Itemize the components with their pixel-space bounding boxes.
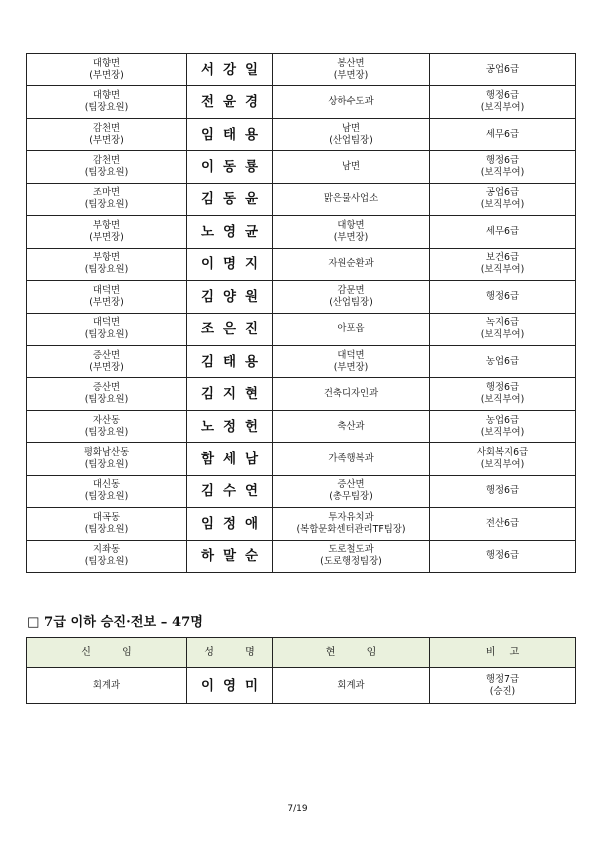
new-post-cell-line: 남면 <box>341 161 361 173</box>
table-row <box>27 118 576 150</box>
note-cell-line: 농업6급 <box>485 355 520 367</box>
name-cell: 서강일 <box>187 54 273 86</box>
new-post-cell <box>273 216 430 248</box>
new-post-cell-line: 감문면 <box>337 284 365 296</box>
previous-post-cell <box>27 345 187 377</box>
previous-post-cell-line: 지좌동 <box>92 544 121 556</box>
table-row <box>27 313 576 345</box>
previous-post-cell <box>27 248 187 280</box>
new-post-cell-line: 회계과 <box>92 679 121 691</box>
previous-post-cell-line: 감천면 <box>92 155 121 167</box>
table-row <box>27 508 576 540</box>
new-post-cell <box>273 410 430 442</box>
table-row <box>27 540 576 572</box>
new-post-cell-line: 남면 <box>341 122 361 134</box>
previous-post-cell-line: (팀장요원) <box>84 102 129 114</box>
previous-post-cell-line: 평화남산동 <box>83 446 130 458</box>
new-post-cell-line: 상하수도과 <box>328 96 374 108</box>
table-row <box>27 281 576 313</box>
note-cell <box>430 540 576 572</box>
previous-post-cell-line: (팀장요원) <box>84 523 129 535</box>
note-cell-line: (보직부여) <box>480 458 525 470</box>
note-cell <box>430 443 576 475</box>
previous-post-cell-line: (팀장요원) <box>84 167 129 179</box>
previous-post-cell <box>27 183 187 215</box>
promotion-table-7th-grade <box>26 637 576 704</box>
previous-post-cell <box>27 118 187 150</box>
name-cell: 이영미 <box>187 668 273 704</box>
previous-post-cell <box>27 475 187 507</box>
note-cell-line: (보직부여) <box>480 199 525 211</box>
name-cell: 하말순 <box>187 540 273 572</box>
note-cell <box>430 151 576 183</box>
note-cell-line: 행정6급 <box>485 155 520 167</box>
new-post-cell <box>273 540 430 572</box>
table-row <box>27 475 576 507</box>
header-row <box>27 638 576 668</box>
header-name: 성 명 <box>187 638 273 668</box>
note-cell-line: 농업6급 <box>485 414 520 426</box>
page-number: 7/19 <box>287 804 308 814</box>
new-post-cell-line: (복합문화센터관리TF팀장) <box>296 523 406 535</box>
previous-post-cell-line: 부항면 <box>92 252 121 264</box>
previous-post-cell-line: (팀장요원) <box>84 264 129 276</box>
note-cell-line: (보직부여) <box>480 167 525 179</box>
note-cell <box>430 54 576 86</box>
previous-post-cell-line: (팀장요원) <box>84 556 129 568</box>
previous-post-cell-line: (부면장) <box>89 231 124 243</box>
table-row <box>27 86 576 118</box>
name-cell: 김태용 <box>187 345 273 377</box>
new-post-cell-line: 아포읍 <box>337 323 365 335</box>
current-post-cell <box>273 668 430 704</box>
new-post-cell-line: (도로행정팀장) <box>320 556 382 568</box>
previous-post-cell-line: 감천면 <box>92 122 121 134</box>
previous-post-cell-line: (팀장요원) <box>84 329 129 341</box>
new-post-cell-line: (산업팀장) <box>329 296 373 308</box>
table-row <box>27 216 576 248</box>
previous-post-cell-line: (부면장) <box>89 296 124 308</box>
previous-post-cell-line: (팀장요원) <box>84 491 129 503</box>
name-cell: 임정애 <box>187 508 273 540</box>
new-post-cell <box>273 54 430 86</box>
name-cell: 김수연 <box>187 475 273 507</box>
note-cell-line: 행정6급 <box>485 382 520 394</box>
section-title: □ 7급 이하 승진·전보 – 47명 <box>27 615 204 630</box>
previous-post-cell-line: 대곡동 <box>92 511 121 523</box>
note-cell-line: 보건6급 <box>485 252 520 264</box>
header-new-post: 신 임 <box>27 638 187 668</box>
previous-post-cell <box>27 410 187 442</box>
note-cell-line: 세무6급 <box>485 225 520 237</box>
note-cell <box>430 475 576 507</box>
new-post-cell <box>273 313 430 345</box>
previous-post-cell-line: 대신동 <box>92 479 121 491</box>
previous-post-cell-line: 대향면 <box>92 90 121 102</box>
new-post-cell-line: 증산면 <box>337 479 365 491</box>
previous-post-cell <box>27 216 187 248</box>
note-cell <box>430 248 576 280</box>
new-post-cell-line: (산업팀장) <box>329 134 373 146</box>
new-post-cell <box>273 281 430 313</box>
name-cell: 함세남 <box>187 443 273 475</box>
note-cell <box>430 378 576 410</box>
new-post-cell-line: 맑은물사업소 <box>323 193 379 205</box>
new-post-cell-line: 봉산면 <box>337 57 365 69</box>
new-post-cell-line: 투자유치과 <box>328 511 374 523</box>
note-cell <box>430 118 576 150</box>
table-row <box>27 151 576 183</box>
table-row <box>27 345 576 377</box>
note-cell-line: (보직부여) <box>480 264 525 276</box>
table-row <box>27 668 576 704</box>
previous-post-cell <box>27 508 187 540</box>
new-post-cell <box>273 118 430 150</box>
name-cell: 이명지 <box>187 248 273 280</box>
new-post-cell-line: 건축디자인과 <box>323 388 379 400</box>
previous-post-cell-line: 증산면 <box>92 382 121 394</box>
new-post-cell <box>273 378 430 410</box>
previous-post-cell-line: 대향면 <box>92 57 121 69</box>
note-cell <box>430 313 576 345</box>
note-cell-line: 사회복지6급 <box>476 446 529 458</box>
header-note: 비고 <box>430 638 576 668</box>
name-cell: 이동룡 <box>187 151 273 183</box>
note-cell-line: 행정6급 <box>485 290 520 302</box>
previous-post-cell <box>27 378 187 410</box>
previous-post-cell-line: 부항면 <box>92 219 121 231</box>
table-row <box>27 183 576 215</box>
name-cell: 조은진 <box>187 313 273 345</box>
transfer-table-6th-grade <box>26 53 576 573</box>
table-row <box>27 248 576 280</box>
previous-post-cell-line: (팀장요원) <box>84 199 129 211</box>
new-post-cell-line: 자원순환과 <box>328 258 374 270</box>
note-cell-line: (보직부여) <box>480 102 525 114</box>
note-cell-line: (승진) <box>489 685 516 697</box>
note-cell-line: (보직부여) <box>480 426 525 438</box>
previous-post-cell <box>27 86 187 118</box>
note-cell-line: 세무6급 <box>485 128 520 140</box>
previous-post-cell <box>27 151 187 183</box>
new-post-cell <box>273 345 430 377</box>
previous-post-cell-line: 증산면 <box>92 349 121 361</box>
previous-post-cell-line: (부면장) <box>89 134 124 146</box>
new-post-cell <box>273 86 430 118</box>
previous-post-cell <box>27 443 187 475</box>
note-cell-line: 공업6급 <box>485 187 520 199</box>
note-cell-line: 행정7급 <box>485 673 520 685</box>
note-cell <box>430 410 576 442</box>
note-cell-line: (보직부여) <box>480 329 525 341</box>
name-cell: 노정헌 <box>187 410 273 442</box>
current-post-cell-line: 회계과 <box>337 679 365 691</box>
new-post-cell-line: 가족행복과 <box>328 452 374 464</box>
note-cell-line: (보직부여) <box>480 394 525 406</box>
new-post-cell <box>273 508 430 540</box>
previous-post-cell-line: 대덕면 <box>92 284 121 296</box>
note-cell <box>430 86 576 118</box>
name-cell: 김지현 <box>187 378 273 410</box>
table-row <box>27 443 576 475</box>
header-current-post: 현 임 <box>273 638 430 668</box>
previous-post-cell-line: 대덕면 <box>92 317 121 329</box>
name-cell: 김동윤 <box>187 183 273 215</box>
new-post-cell <box>273 151 430 183</box>
new-post-cell-line: (부면장) <box>333 231 369 243</box>
new-post-cell-line: (부면장) <box>333 69 369 81</box>
note-cell <box>430 668 576 704</box>
note-cell <box>430 345 576 377</box>
note-cell <box>430 216 576 248</box>
previous-post-cell-line: 조마면 <box>92 187 121 199</box>
name-cell: 김양원 <box>187 281 273 313</box>
new-post-cell-line: 대항면 <box>337 219 365 231</box>
previous-post-cell-line: (팀장요원) <box>84 394 129 406</box>
previous-post-cell-line: (부면장) <box>89 361 124 373</box>
name-cell: 전윤경 <box>187 86 273 118</box>
table-row <box>27 54 576 86</box>
new-post-cell-line: 축산과 <box>337 420 365 432</box>
previous-post-cell-line: (팀장요원) <box>84 426 129 438</box>
new-post-cell-line: (부면장) <box>333 361 369 373</box>
note-cell <box>430 281 576 313</box>
previous-post-cell <box>27 281 187 313</box>
name-cell: 임태용 <box>187 118 273 150</box>
note-cell-line: 공업6급 <box>485 63 520 75</box>
note-cell-line: 녹지6급 <box>485 317 520 329</box>
previous-post-cell <box>27 54 187 86</box>
note-cell <box>430 508 576 540</box>
new-post-cell-line: 대덕면 <box>337 349 365 361</box>
new-post-cell <box>273 248 430 280</box>
note-cell-line: 전산6급 <box>485 517 520 529</box>
note-cell-line: 행정6급 <box>485 550 520 562</box>
note-cell <box>430 183 576 215</box>
new-post-cell <box>273 475 430 507</box>
previous-post-cell-line: (팀장요원) <box>84 458 129 470</box>
new-post-cell <box>273 443 430 475</box>
previous-post-cell-line: 자산동 <box>92 414 121 426</box>
new-post-cell-line: (총무팀장) <box>329 491 373 503</box>
name-cell: 노영균 <box>187 216 273 248</box>
new-post-cell-line: 도로철도과 <box>328 544 374 556</box>
note-cell-line: 행정6급 <box>485 485 520 497</box>
new-post-cell <box>273 183 430 215</box>
previous-post-cell-line: (부면장) <box>89 69 124 81</box>
previous-post-cell <box>27 540 187 572</box>
table-row <box>27 378 576 410</box>
new-post-cell <box>27 668 187 704</box>
previous-post-cell <box>27 313 187 345</box>
table-row <box>27 410 576 442</box>
note-cell-line: 행정6급 <box>485 90 520 102</box>
